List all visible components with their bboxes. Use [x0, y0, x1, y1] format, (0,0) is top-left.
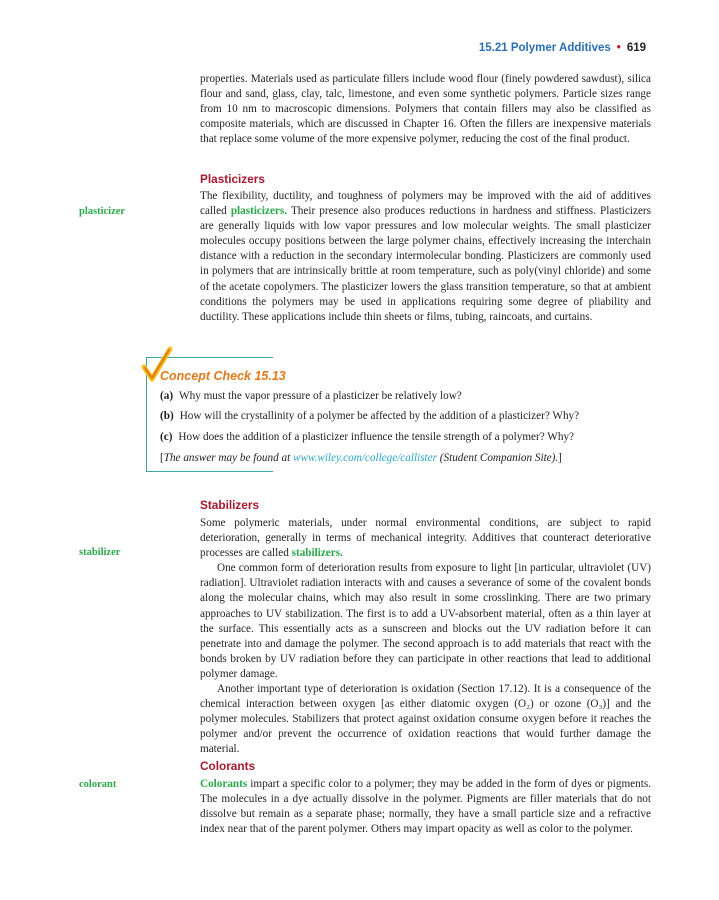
intro-text: properties. Materials used as particulate fillers include wood flour (finely powdered sawdust), silica flour and sand, glass, clay, talc, limestone, and even some synthetic polymers. Particle sizes range from 10 nm to macroscopic dimensions. Polymers that contain fillers may also be classified as composite materials, which are discussed in Chapter 16. Often the fillers are inexpensive materials that replace some volume of the more expensive polymer, reducing the cost of the final product.	[200, 73, 651, 146]
bracket-open: [	[160, 452, 164, 464]
concept-question-b	[160, 409, 650, 424]
stabilizers-paragraph-3: Another important type of deterioration is oxidation (Section 17.12). It is a consequence of the chemical interaction between oxygen [as either diatomic oxygen (O₂) or ozone (O₃)] and the polymer molecules. Stabilizers that protect against oxidation consume oxygen before it reaches the polymer and/or prevent the occurrence of oxidation reactions that would further damage the material.	[200, 683, 651, 756]
stabilizers-paragraph-2: One common form of deterioration results from exposure to light [in particular, ultraviolet (UV) radiation]. Ultraviolet radiation interacts with and causes a severance of some of the covalent bonds along the molecular chains, which may also result in some crosslinking. There are two primary approaches to UV stabilization. The first is to add a UV-absorbent material, often as a thin layer at the surface. This essentially acts as a sunscreen and blocks out the UV radiation before it can penetrate into and damage the polymer. The second approach is to add materials that react with the bonds broken by UV radiation before they can participate in other reactions that lead to additional polymer damage.	[200, 562, 651, 680]
header-separator: •	[616, 42, 621, 54]
answer-prefix: The answer may be found at	[163, 452, 294, 464]
plasticizers-section	[200, 189, 651, 325]
margin-term-plasticizer: plasticizer	[79, 206, 126, 217]
stabilizers-term: stabilizers.	[291, 547, 343, 560]
concept-check-title: Concept Check 15.13	[160, 369, 286, 383]
plasticizers-text-2: Their presence also produces reductions in hardness and stiffness. Plasticizers are generally liquids with low vapor pressures and low molecular weights. The small plasticizer molecules occupy positions between the large polymer chains, effectively increasing the interchain distance with a reduction in the secondary intermolecular bonding. Plasticizers are commonly used in polymers that are intrinsically brittle at room temperature, such as poly(vinyl chloride) and some of the acetate copolymers. The plasticizer lowers the glass transition temperature, so that at ambient conditions the polymers may be used in applications requiring some degree of pliability and ductility. These applications include thin sheets or films, tubing, raincoats, and curtains.	[200, 205, 651, 323]
question-text: Why must the vapor pressure of a plasticizer be relatively low?	[179, 390, 462, 402]
concept-question-c	[160, 430, 650, 445]
colorants-text: impart a specific color to a polymer; they may be added in the form of dyes or pigments. The molecules in a dye actually dissolve in the polymer. Pigments are filler materials that do not dissolve but remain as a separate phase; normally, they have a small particle size and a refractive index near that of the parent polymer. Others may impart opacity as well as color to the polymer.	[200, 778, 651, 836]
plasticizers-text-1: The flexibility, ductility, and toughness of polymers may be improved with the aid of additives called	[200, 190, 651, 218]
answer-link[interactable]: www.wiley.com/college/callister	[293, 452, 437, 464]
margin-term-colorant: colorant	[79, 779, 117, 790]
question-label: (b)	[160, 410, 174, 422]
stabilizers-section	[200, 516, 651, 758]
bracket-close: ]	[558, 452, 562, 464]
stabilizers-paragraph-1	[200, 516, 651, 561]
stabilizers-heading: Stabilizers	[200, 498, 260, 512]
page-number: 619	[626, 42, 646, 54]
concept-check-bottom-rule	[146, 471, 273, 472]
plasticizers-paragraph	[200, 189, 651, 325]
question-label: (c)	[160, 431, 173, 443]
section-title: 15.21 Polymer Additives	[478, 42, 611, 54]
question-text: How does the addition of a plasticizer influence the tensile strength of a polymer? Why?	[178, 431, 574, 443]
concept-question-a	[160, 389, 650, 404]
plasticizers-term: plasticizers.	[230, 205, 288, 218]
question-label: (a)	[160, 390, 174, 402]
answer-suffix: (Student Companion Site).	[436, 452, 559, 464]
plasticizers-heading: Plasticizers	[200, 172, 265, 186]
intro-paragraph	[200, 72, 651, 147]
question-text: How will the crystallinity of a polymer be affected by the addition of a plasticizer? Why?	[179, 410, 580, 422]
concept-check-answer	[160, 452, 562, 464]
colorants-section	[200, 777, 651, 837]
colorants-term: Colorants	[200, 778, 248, 790]
colorants-heading: Colorants	[200, 759, 256, 773]
colorants-paragraph	[200, 777, 651, 837]
stabilizers-text-1: Some polymeric materials, under normal environmental conditions, are subject to rapid deterioration, generally in terms of mechanical integrity. Additives that counteract deteriorative processes are called	[200, 517, 651, 560]
margin-term-stabilizer: stabilizer	[79, 547, 121, 558]
running-head	[479, 42, 646, 54]
